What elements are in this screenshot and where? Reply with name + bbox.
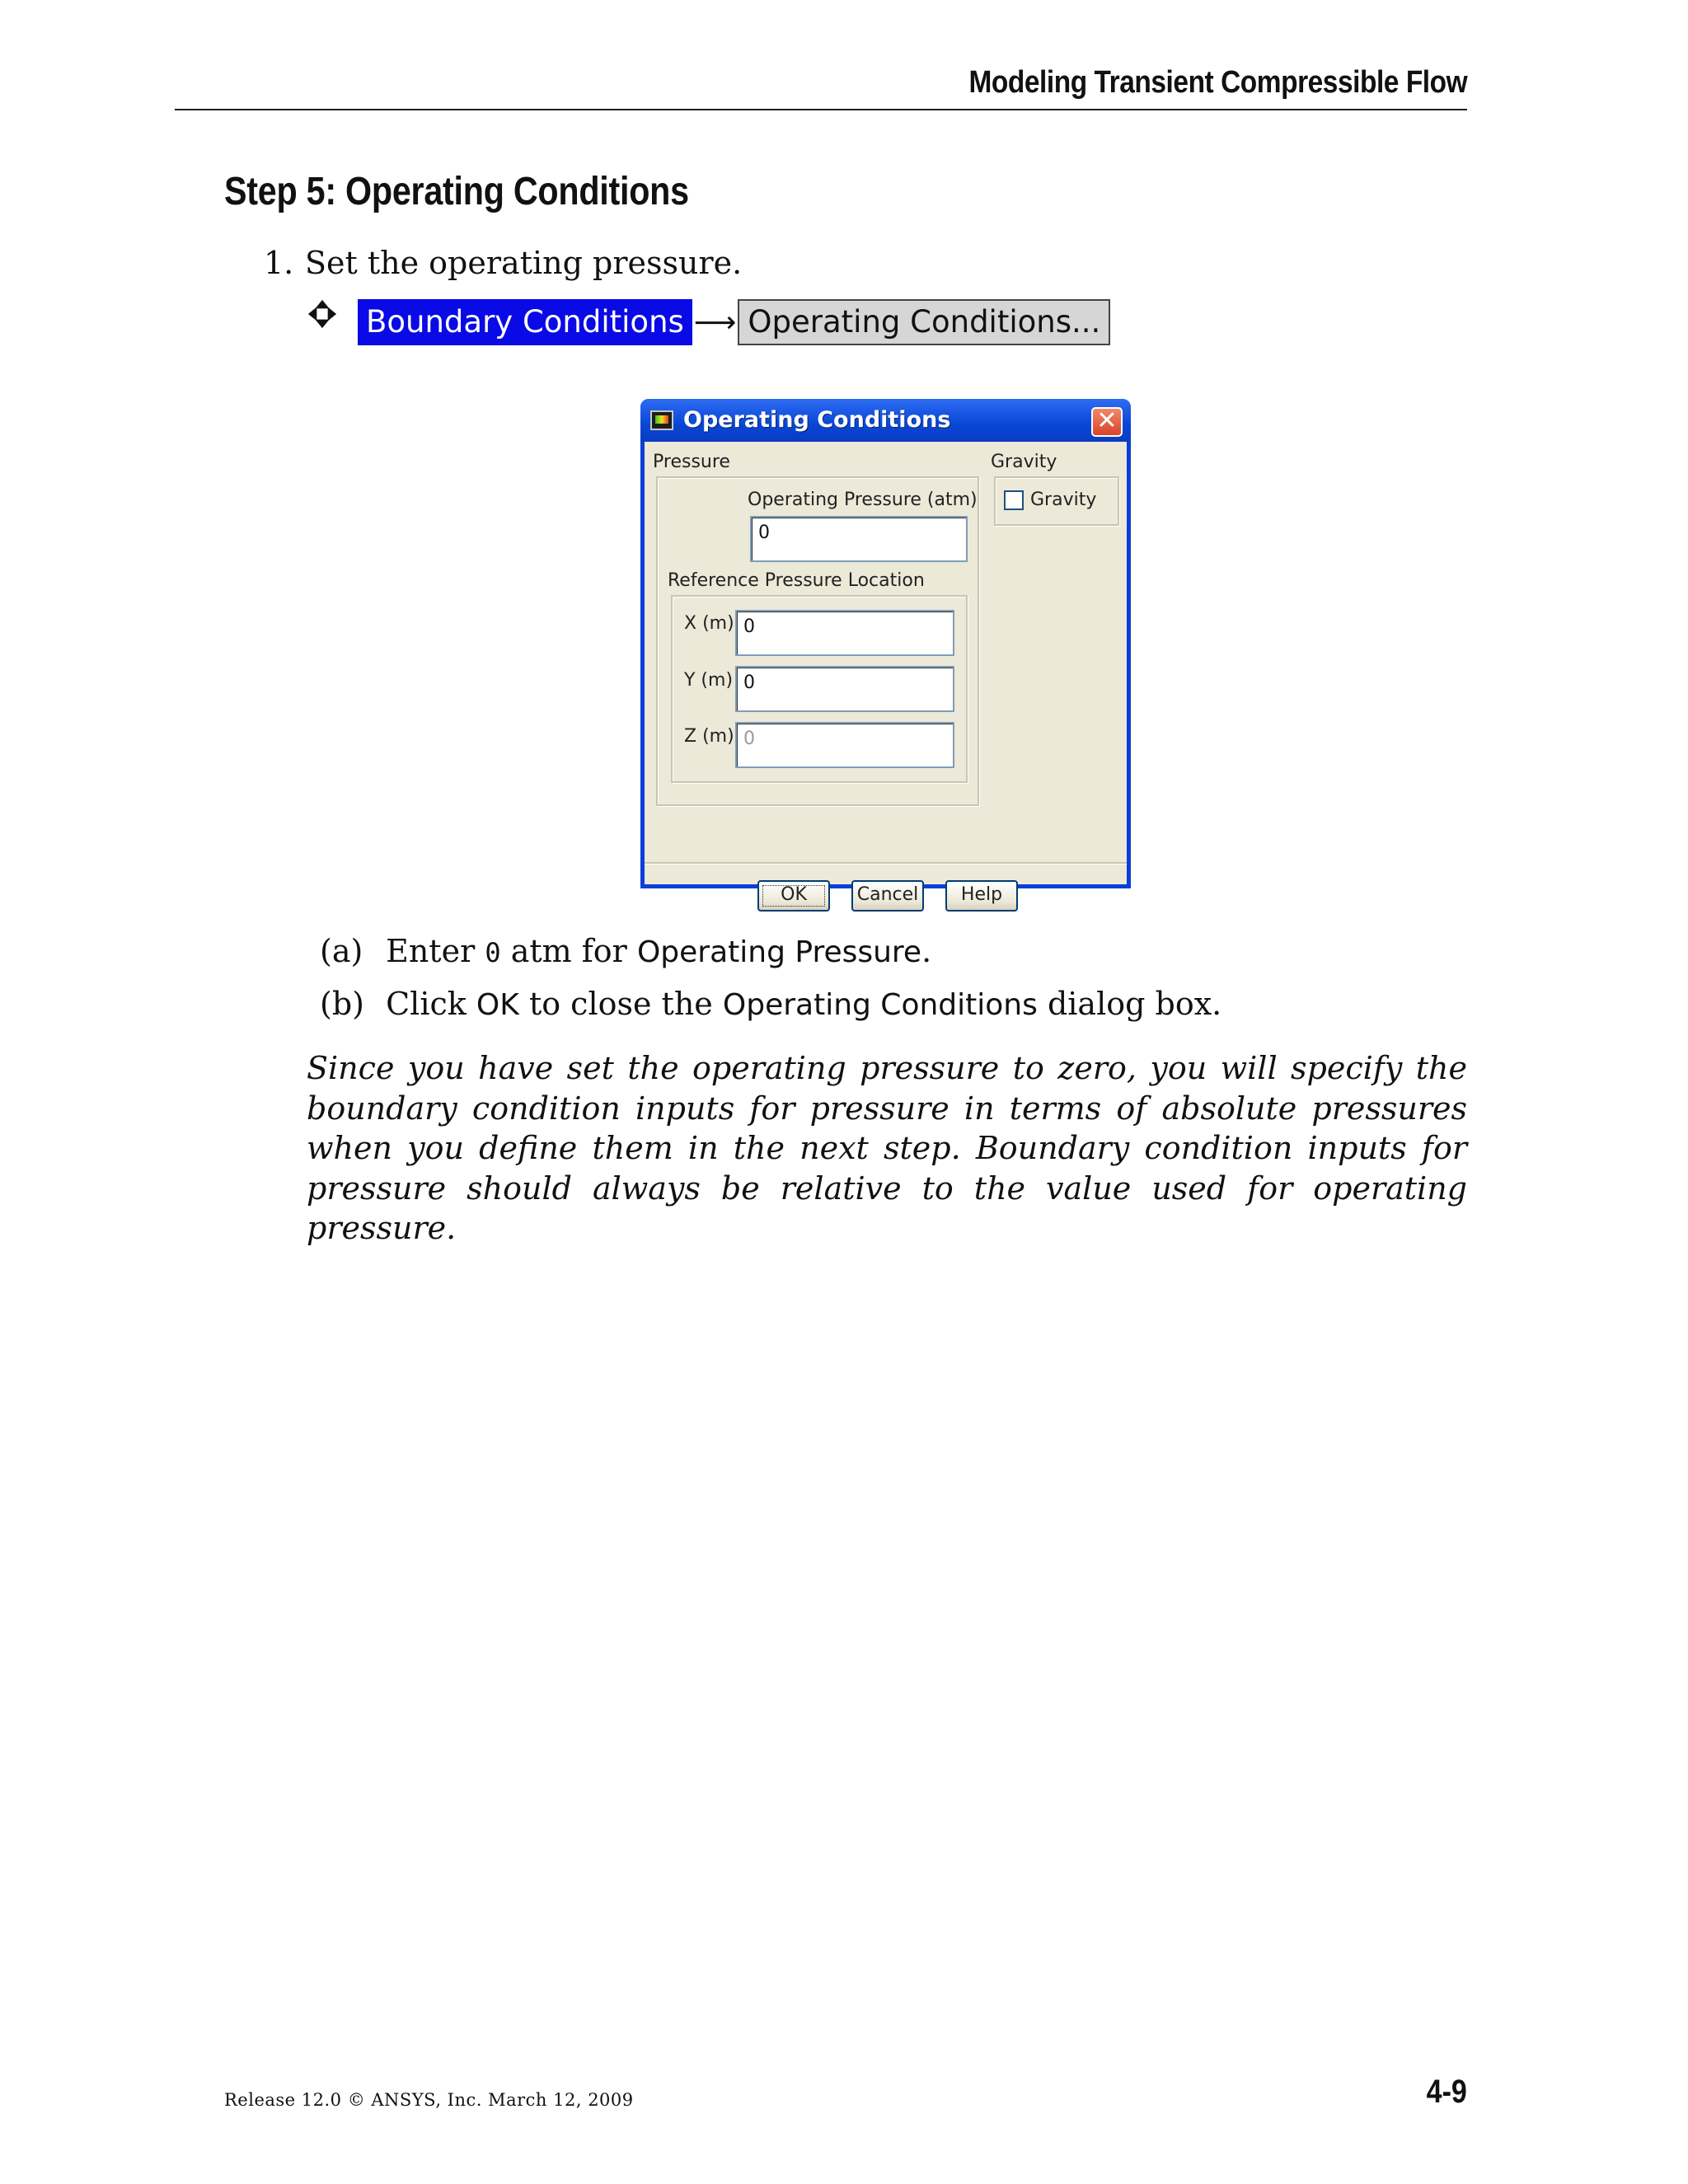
substep-b-post: dialog box. [1047,986,1222,1022]
app-icon [650,410,673,430]
substep-a-post: . [921,933,932,969]
dialog-title: Operating Conditions [683,407,951,433]
operating-pressure-field[interactable]: 0 [750,516,968,562]
gravity-group-label: Gravity [991,452,1057,472]
dialog-titlebar [640,399,1131,442]
gravity-checkbox-label[interactable]: Gravity [1030,490,1097,510]
substep-a-pre: Enter [386,933,476,969]
substep-a-label: (a) [320,933,363,969]
x-label: X (m) [684,613,734,634]
substep-a-field: Operating Pressure [636,935,922,969]
footer-page-number: 4-9 [1426,2074,1467,2110]
substep-b [320,986,1221,1022]
operating-conditions-dialog [640,399,1131,905]
substep-a [320,933,931,969]
substep-b-mid: to close the [528,986,713,1022]
substep-b-pre: Click [386,986,467,1022]
reference-location-label: Reference Pressure Location [668,570,925,591]
header-title: Modeling Transient Compressible Flow [968,65,1467,100]
substep-b-button: OK [476,988,519,1022]
step-heading: Step 5: Operating Conditions [224,170,689,213]
gravity-checkbox[interactable] [1004,490,1024,510]
help-button[interactable]: Help [945,880,1018,912]
item-number: 1. [264,245,294,281]
menu-path [307,298,1110,346]
operating-pressure-label: Operating Pressure (atm) [748,490,978,510]
ok-button[interactable]: OK [757,880,830,912]
menu-arrow: ⟶ [693,305,737,340]
item-text: Set the operating pressure. [305,245,743,281]
substep-a-value: 0 [485,937,501,968]
z-field: 0 [735,722,954,768]
note-paragraph: Since you have set the operating pressure to zero, you will specify the boundary condition inputs for pressure in terms of absolute pressures when you define them in the next step. Boundary condition inputs for pressure should always be relative to the value used for operating pressure. [307,1050,1467,1246]
menu-boundary-conditions[interactable]: Boundary Conditions [358,299,692,345]
substep-a-mid: atm for [510,933,627,969]
instruction-item-1 [264,245,742,281]
pressure-group-label: Pressure [653,452,730,472]
menu-operating-conditions[interactable]: Operating Conditions... [738,299,1110,345]
page-header [175,59,1467,110]
substep-b-dialog: Operating Conditions [722,988,1038,1022]
y-field[interactable]: 0 [735,666,954,712]
close-button[interactable]: ✕ [1091,407,1123,437]
z-label: Z (m) [684,726,734,747]
x-field[interactable]: 0 [735,610,954,656]
dialog-body [645,442,1127,905]
button-separator [645,862,1127,865]
cancel-button[interactable]: Cancel [851,880,924,912]
substep-b-label: (b) [320,986,364,1022]
move-arrows-icon [307,298,338,330]
y-label: Y (m) [684,670,734,691]
footer-release: Release 12.0 © ANSYS, Inc. March 12, 2009 [224,2090,634,2110]
